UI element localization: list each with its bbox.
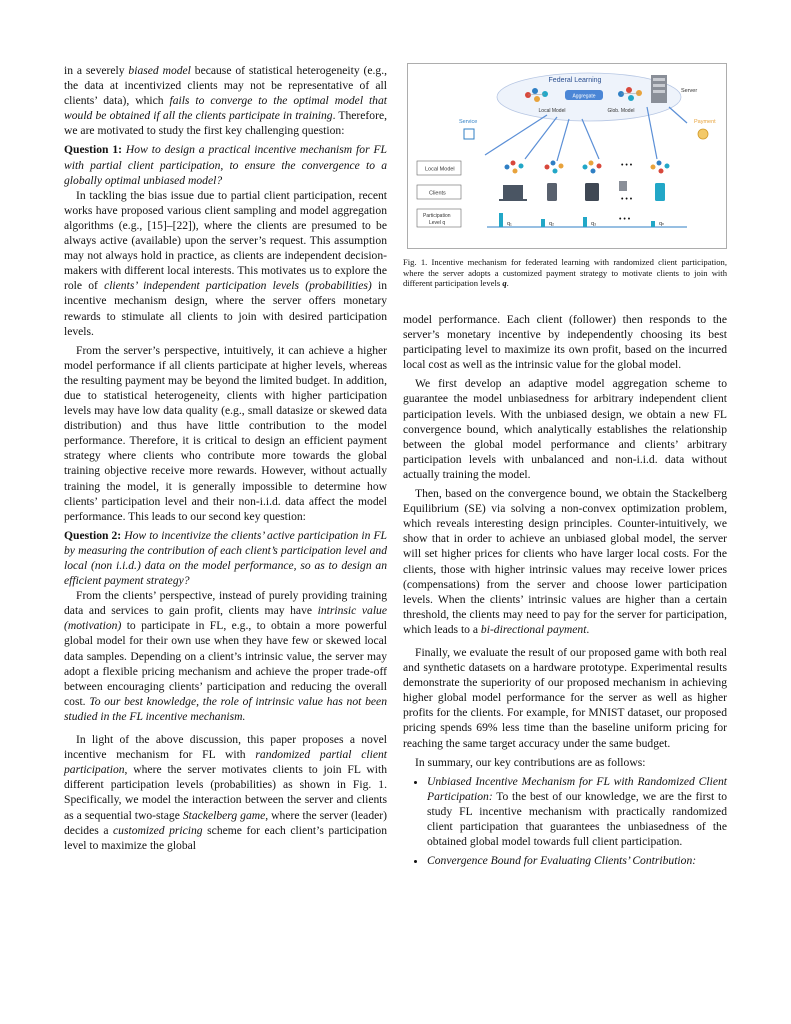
ellipsis-levels: • • • <box>619 216 631 223</box>
ellipsis-devices: • • • <box>621 196 633 203</box>
paragraph-evaluation: Finally, we evaluate the result of our proposed game with both real and synthetic datasets on a hardware prototype. Experimental results demonstrate the superiority of our proposed mechanism in achieving higher global model performance for the server as well as higher profits for the clients. For example, for MNIST dataset, our proposed pricing spends 69% less time than the baseline uniform pricing for reaching the same target accuracy under the same budget. <box>403 645 727 750</box>
legend-level-label: Level q <box>429 220 446 226</box>
device-small-icon <box>619 181 627 191</box>
phone-icon-2 <box>655 183 665 201</box>
server-label: Server <box>681 88 698 94</box>
federated-learning-label: Federal Learning <box>548 77 602 84</box>
question-2-label: Question 2: <box>64 528 122 542</box>
server-icon <box>651 75 667 103</box>
question-2-text: How to incentivize the clients’ active participation in FL by measuring the contribution of each client’s participation level and local (non i.i.d.) data on the model performance, so as to design an efficient payment strategy? <box>64 528 387 588</box>
figure-caption: Fig. 1. Incentive mechanism for federated learning with randomized client participation, where the server adopts a customized payment strategy to motivate clients to join with different participation levels q. <box>403 257 727 289</box>
legend-local-model-label: Local Model <box>425 166 455 173</box>
aggregate-label: Aggregate <box>572 93 596 100</box>
left-column <box>64 63 387 853</box>
figure-1 <box>407 63 727 249</box>
paragraph-summary: In summary, our key contributions are as follows: <box>415 755 646 769</box>
list-item: • Convergence Bound for Evaluating Clients’ Contribution: <box>427 853 727 868</box>
paragraph-intro-continued: in a severely biased model because of statistical heterogeneity (e.g., the data at incentivized clients may not be representative of all clients’ data), which fails to converge to the optimal model that would be obtained if all the clients participate in training. Therefore, we are motivated to study the first key challenging question: <box>64 64 388 138</box>
ellipsis-models: • • • <box>621 162 633 169</box>
list-item: • Unbiased Incentive Mechanism for FL with Randomized Client Participation: To the best of our knowledge, we are the first to study FL incentive mechanism with practically randomized client participation that guarantees the unbiasedness of the obtained global model towards full client participation. <box>427 774 727 849</box>
paragraph-stackelberg: Then, based on the convergence bound, we obtain the Stackelberg Equilibrium (SE) via solving a non-convex optimization problem, which reveals interesting design principles. Counter-intuitively, we show that in order to achieve an unbiased global model, the server will set higher prices for clients who have larger local costs. For the clients, those with higher intrinsic values may receive lower prices (compensations) from the server and choose lower participation levels. When the clients’ intrinsic values are higher than a certain threshold, the clients may need to pay for the server for participation, which leads to a bi-directional payment. <box>403 487 727 636</box>
paragraph-bias: In tackling the bias issue due to partial client participation, recent works have proposed various client sampling and model aggregation algorithms (e.g., [15]–[22]), where the clients are presumed to be always active (available) upon the server’s request. This assumption may not always hold in practice, as clients are independent decision-makers with different local interests. This motivates us to explore the role of clients’ independent participation levels (probabilities) in incentive mechanism design, where the server offers monetary rewards to stimulate all clients to join with desired participation levels. <box>64 188 387 338</box>
payment-label: Payment <box>694 119 716 125</box>
laptop-icon <box>503 185 523 199</box>
paragraph-model-performance: model performance. Each client (follower) then responds to the server’s monetary incentive by independently choosing its best participating level to maximize its own profit, based on the incurred local cost as well as the intrinsic value for the global model. <box>403 313 727 372</box>
q1-label: q₁ <box>507 221 512 227</box>
local-model-label: Local Model <box>538 108 566 114</box>
qn-label: qₙ <box>659 221 665 227</box>
phone-icon <box>547 183 557 201</box>
contributions-list <box>403 774 727 869</box>
paragraph-proposal: In light of the above discussion, this paper proposes a novel incentive mechanism for FL with randomized partial client participation, where the server motivates clients to join FL with different participation levels (probabilities) as shown in Fig. 1. Specifically, we model the interaction between the server and clients as a sequential two-stage Stackelberg game, where the server (leader) decides a customized pricing scheme for each client’s participation level to maximize the global <box>64 733 387 852</box>
legend-participation-label: Participation <box>423 213 451 219</box>
question-1 <box>64 142 387 187</box>
legend-clients-label: Clients <box>429 190 446 197</box>
question-1-text: How to design a practical incentive mechanism for FL with partial client participation, to ensure the convergence to a globally optimal unbiased model? <box>64 143 388 187</box>
question-2 <box>64 528 387 588</box>
right-column <box>403 312 727 872</box>
paragraph-client-perspective: From the clients’ perspective, instead of purely providing training data and services to gain profit, clients may have intrinsic value (motivation) to participate in FL, e.g., to obtain a more powerful global model for their own use when they have few or skewed local data samples. Depending on a client’s intrinsic value, the server may adopt a flexible pricing mechanism and achieve the proper trade-off between encouraging clients’ participation and reducing the overall cost. To our best knowledge, the role of intrinsic value has not been studied in the FL incentive mechanism. <box>64 589 387 723</box>
service-label: Service <box>459 119 478 125</box>
paragraph-server-perspective: From the server’s perspective, intuitively, it can achieve a higher model performance if all clients participate at higher levels, whereas the resulting payment may be beyond the limited budget. In addition, due to statistical heterogeneity, clients with higher participation levels may have low data quality (e.g., small datasize or skewed data distribution) and thus have little contribution to the model performance. Therefore, it is critical to design an efficient payment strategy where clients who contribute more towards the global training objective receive more rewards. However, without actually training the model, it is generally impossible to determine how clients’ participation level and their non-i.i.d. data affect the model performance. This leads to our second key question: <box>64 343 387 523</box>
global-model-label: Glob. Model <box>607 108 635 114</box>
coin-icon <box>698 129 708 139</box>
question-1-label: Question 1: <box>64 143 123 157</box>
q2-label: q₂ <box>549 221 555 227</box>
paragraph-aggregation: We first develop an adaptive model aggregation scheme to guarantee the model unbiasedness for arbitrary independent client participation levels. With the unbiased design, we obtain a new FL convergence bound, which analytically establishes the relationship between the global model performance and clients’ arbitrary participation levels with unbalanced and non-i.i.d. data without actually training the model. <box>403 377 727 481</box>
q3-label: q₃ <box>591 221 597 227</box>
tablet-icon <box>585 183 599 201</box>
